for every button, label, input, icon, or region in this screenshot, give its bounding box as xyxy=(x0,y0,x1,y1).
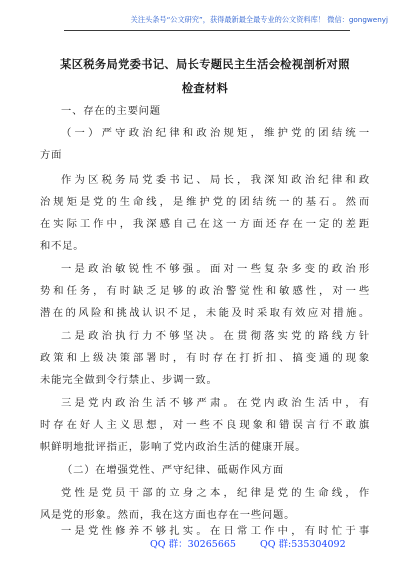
document-title-line-1: 某区税务局党委书记、局长专题民主生活会检视剖析对照 xyxy=(60,57,350,71)
paragraph-line: 潜在的风险和挑战认识不足，未能及时采取有效应对措施。 xyxy=(40,307,370,319)
document-title-line-2: 检查材料 xyxy=(181,81,229,95)
paragraph-line: 在实际工作中，我深感自己在这一方面还存在一定的差距 xyxy=(40,218,370,230)
paragraph-line: 治规矩是党的生命线，是维护党的团结统一的基石。然而 xyxy=(40,196,370,208)
paragraph-line: 党性是党员干部的立身之本，纪律是党的生命线，作 xyxy=(61,487,370,499)
subsection-heading: （一）严守政治纪律和政治规矩，维护党的团结统一 xyxy=(61,127,370,139)
section-heading: 一、存在的主要问题 xyxy=(61,105,161,117)
paragraph-line: 一是政治敏锐性不够强。面对一些复杂多变的政治形 xyxy=(61,263,370,275)
paragraph-line: 政策和上级决策部署时，有时存在打折扣、搞变通的现象 xyxy=(40,352,370,364)
paragraph-line: 一是党性修养不够扎实。在日常工作中，有时忙于事 xyxy=(61,525,370,537)
subsection-heading: （二）在增强党性、严守纪律、砥砺作风方面 xyxy=(62,464,284,476)
subsection-heading-continued: 方面 xyxy=(40,149,63,161)
footer-qq-group-2: QQ 群:535304092 xyxy=(259,539,346,550)
paragraph-line: 三是党内政治生活不够严肃。在党内政治生活中，有 xyxy=(61,397,370,409)
paragraph-line: 风是党的形象。然而，我在这方面也存在一些问题。 xyxy=(40,509,296,521)
paragraph-line: 二是政治执行力不够坚决。在贯彻落实党的路线方针 xyxy=(61,330,370,342)
paragraph-line: 作为区税务局党委书记、局长，我深知政治纪律和政 xyxy=(61,174,370,186)
paragraph-line: 时存在好人主义思想，对一些不良现象和错误言行不敢旗 xyxy=(40,419,370,431)
paragraph-line: 势和任务，有时缺乏足够的政治警觉性和敏感性，对一些 xyxy=(40,285,370,297)
paragraph-line: 帜鲜明地批评指正，影响了党内政治生活的健康开展。 xyxy=(40,441,307,453)
footer-qq-group-1: QQ 群：30265665 xyxy=(150,539,236,550)
paragraph-line: 和不足。 xyxy=(40,240,85,252)
footer-contact xyxy=(150,537,350,553)
paragraph-line: 未能完全做到令行禁止、步调一致。 xyxy=(40,374,218,386)
header-banner: 关注头条号“公文研究”，获得最新最全最专业的公文资料库！ 微信：gongwenyj xyxy=(130,15,388,24)
header-rule xyxy=(64,30,350,31)
